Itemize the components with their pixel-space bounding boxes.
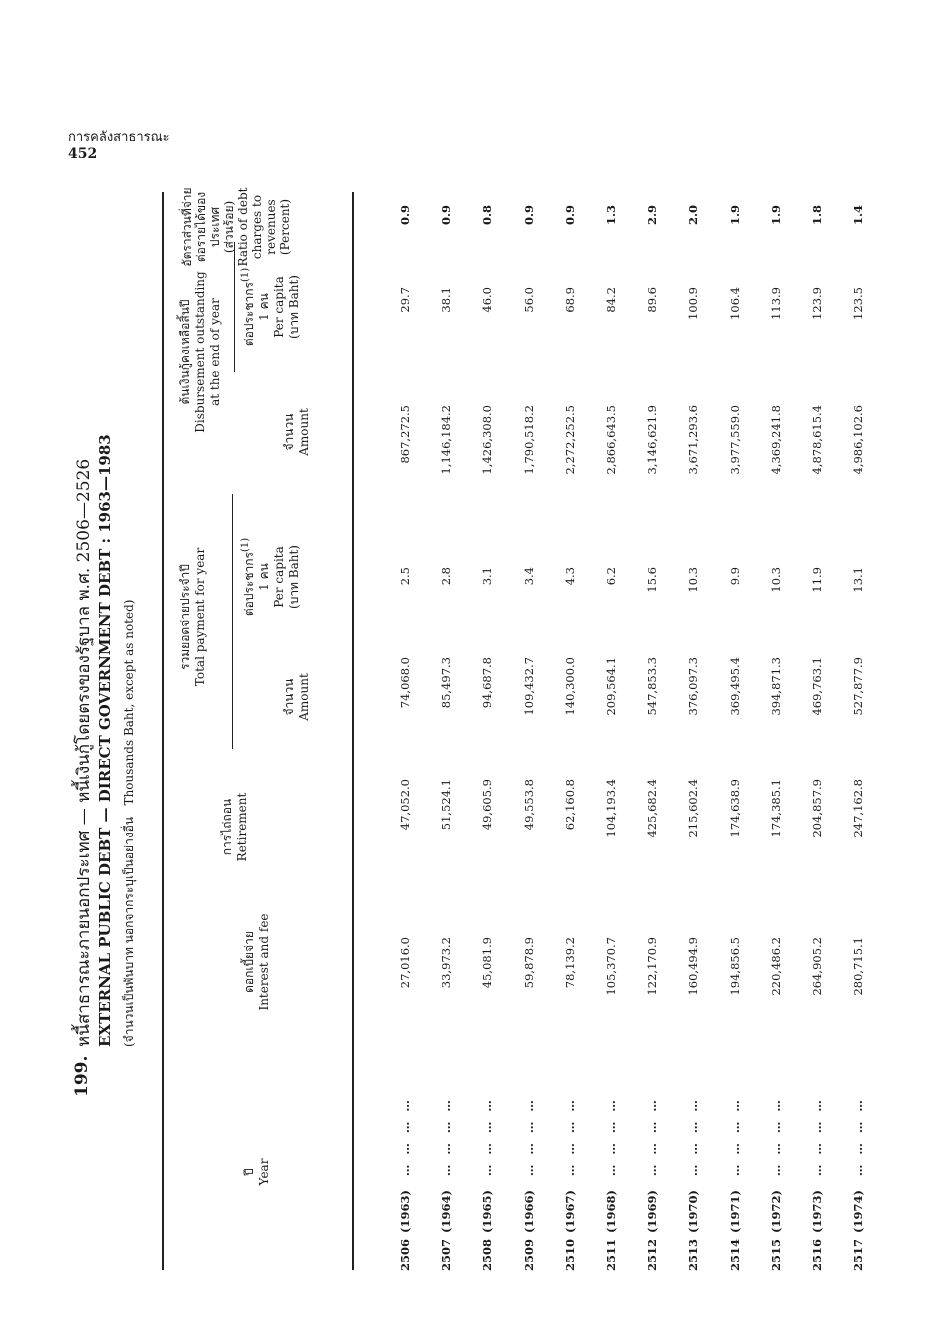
- total-per-capita-cell: 3.4: [522, 567, 536, 586]
- total-per-capita-cell: 10.3: [769, 567, 783, 593]
- disb-amount-cell: 2,866,643.5: [604, 405, 618, 475]
- interest-cell: 160,494.9: [686, 937, 700, 996]
- interest-cell: 59,878.9: [522, 937, 536, 989]
- interest-cell: 33,973.2: [439, 937, 453, 989]
- year-english: (1970): [686, 1190, 700, 1233]
- total-per-capita-cell: 6.2: [604, 567, 618, 586]
- section-title: การคลังสาธารณะ: [68, 130, 170, 145]
- header-total-amount: จำนวน Amount: [282, 673, 311, 721]
- subtitle-thai: (จำนวนเป็นพันบาท นอกจากระบุเป็นอย่างอื่น: [122, 816, 136, 1047]
- disb-per-capita-cell: 29.7: [398, 287, 412, 313]
- year-english: (1965): [480, 1190, 494, 1233]
- page-number: 452: [68, 146, 98, 162]
- disb-per-capita-cell: 123.9: [810, 287, 824, 320]
- ratio-cell: 1.9: [728, 205, 742, 226]
- year-cell: [398, 1097, 412, 1271]
- year-english: (1964): [439, 1190, 453, 1233]
- header-disb-amount: จำนวน Amount: [282, 408, 311, 456]
- total-amount-cell: 394,871.3: [769, 657, 783, 716]
- interest-cell: 194,856.5: [728, 937, 742, 996]
- year-english: (1968): [604, 1190, 618, 1233]
- ratio-cell: 1.3: [604, 205, 618, 226]
- table-number: 199.: [72, 1055, 92, 1097]
- disb-per-capita-cell: 123.5: [851, 287, 865, 320]
- header-total-per-capita: ต่อประชากร$^{(1)}$ 1 คน Per capita (บาท Baht): [240, 537, 301, 617]
- total-per-capita-cell: 11.9: [810, 567, 824, 593]
- retirement-cell: 104,193.4: [604, 779, 618, 838]
- year-english: (1971): [728, 1190, 742, 1233]
- header-bottom-rule: [352, 192, 354, 1270]
- header-year: ปี Year: [242, 1158, 271, 1186]
- header-ratio: อัตราส่วนที่จ่าย ต่อรายได้ของ ประเทศ (ส่วนร้อย) Ratio of debt charges to revenues (Percent): [180, 187, 292, 267]
- leader-dots: … … … …: [480, 1097, 494, 1177]
- total-per-capita-cell: 4.3: [563, 567, 577, 586]
- year-thai: 2517: [851, 1238, 865, 1271]
- retirement-cell: 204,857.9: [810, 779, 824, 838]
- ratio-cell: 2.0: [686, 205, 700, 226]
- total-amount-cell: 376,097.3: [686, 657, 700, 716]
- total-amount-cell: 85,497.3: [439, 657, 453, 709]
- disb-amount-cell: 867,272.5: [398, 405, 412, 464]
- ratio-cell: 1.8: [810, 205, 824, 226]
- header-disb-per-capita: ต่อประชากร$^{(1)}$ 1 คน Per capita (บาท Baht): [240, 267, 301, 347]
- disb-amount-cell: 1,426,308.0: [480, 405, 494, 475]
- header-interest: ดอกเบี้ยจ่าย Interest and fee: [242, 913, 271, 1011]
- disb-per-capita-cell: 46.0: [480, 287, 494, 313]
- ratio-cell: 0.9: [563, 205, 577, 226]
- ratio-cell: 0.9: [522, 205, 536, 226]
- ratio-cell: 0.9: [439, 205, 453, 226]
- year-english: (1974): [851, 1190, 865, 1233]
- retirement-cell: 49,553.8: [522, 779, 536, 831]
- interest-cell: 264,905.2: [810, 937, 824, 996]
- year-english: (1963): [398, 1190, 412, 1233]
- disb-amount-cell: 3,671,293.6: [686, 405, 700, 475]
- total-amount-cell: 547,853.3: [645, 657, 659, 716]
- leader-dots: … … … …: [645, 1097, 659, 1177]
- interest-cell: 122,170.9: [645, 937, 659, 996]
- leader-dots: … … … …: [810, 1097, 824, 1177]
- disb-per-capita-cell: 68.9: [563, 287, 577, 313]
- year-cell: [728, 1097, 742, 1271]
- table-title-english: EXTERNAL PUBLIC DEBT — DIRECT GOVERNMENT DEBT : 1963—1983: [96, 434, 114, 1047]
- leader-dots: … … … …: [604, 1097, 618, 1177]
- retirement-cell: 215,602.4: [686, 779, 700, 838]
- subtitle-english: Thousands Baht, except as noted): [122, 599, 136, 806]
- header-retirement: การไถ่ถอน Retirement: [220, 792, 249, 862]
- retirement-cell: 247,162.8: [851, 779, 865, 838]
- interest-cell: 105,370.7: [604, 937, 618, 996]
- total-amount-cell: 469,763.1: [810, 657, 824, 716]
- total-per-capita-cell: 3.1: [480, 567, 494, 586]
- total-amount-cell: 140,300.0: [563, 657, 577, 716]
- total-amount-cell: 109,432.7: [522, 657, 536, 716]
- year-cell: [686, 1097, 700, 1271]
- total-amount-cell: 94,687.8: [480, 657, 494, 709]
- year-thai: 2510: [563, 1238, 577, 1271]
- disb-amount-cell: 4,986,102.6: [851, 405, 865, 475]
- leader-dots: … … … …: [769, 1097, 783, 1177]
- year-cell: [769, 1097, 783, 1271]
- leader-dots: … … … …: [851, 1097, 865, 1177]
- disb-per-capita-cell: 84.2: [604, 287, 618, 313]
- retirement-cell: 62,160.8: [563, 779, 577, 831]
- year-english: (1972): [769, 1190, 783, 1233]
- header-disbursement-group: ต้นเงินกู้คงเหลือสิ้นปี Disbursement outstanding at the end of year: [178, 271, 222, 433]
- total-per-capita-cell: 10.3: [686, 567, 700, 593]
- year-thai: 2513: [686, 1238, 700, 1271]
- year-thai: 2511: [604, 1238, 618, 1271]
- table-subtitle: [120, 600, 139, 1047]
- year-english: (1966): [522, 1190, 536, 1233]
- year-thai: 2508: [480, 1238, 494, 1271]
- interest-cell: 27,016.0: [398, 937, 412, 989]
- year-english: (1967): [563, 1190, 577, 1233]
- leader-dots: … … … …: [522, 1097, 536, 1177]
- year-cell: [480, 1097, 494, 1271]
- retirement-cell: 425,682.4: [645, 779, 659, 838]
- retirement-cell: 51,524.1: [439, 779, 453, 831]
- year-cell: [810, 1097, 824, 1271]
- disb-per-capita-cell: 113.9: [769, 287, 783, 320]
- year-cell: [522, 1097, 536, 1271]
- disb-amount-cell: 3,146,621.9: [645, 405, 659, 475]
- total-per-capita-cell: 9.9: [728, 567, 742, 586]
- ratio-cell: 2.9: [645, 205, 659, 226]
- total-amount-cell: 74,068.0: [398, 657, 412, 709]
- disb-per-capita-cell: 100.9: [686, 287, 700, 320]
- disb-amount-cell: 3,977,559.0: [728, 405, 742, 475]
- year-english: (1973): [810, 1190, 824, 1233]
- interest-cell: 280,715.1: [851, 937, 865, 996]
- retirement-cell: 47,052.0: [398, 779, 412, 831]
- disb-per-capita-cell: 38.1: [439, 287, 453, 313]
- disb-per-capita-cell: 89.6: [645, 287, 659, 313]
- total-per-capita-cell: 15.6: [645, 567, 659, 593]
- year-english: (1969): [645, 1190, 659, 1233]
- total-per-capita-cell: 2.5: [398, 567, 412, 586]
- header-total-group: รวมยอดจ่ายประจำปี Total payment for year: [178, 547, 207, 687]
- interest-cell: 220,486.2: [769, 937, 783, 996]
- leader-dots: … … … …: [563, 1097, 577, 1177]
- leader-dots: … … … …: [398, 1097, 412, 1177]
- year-thai: 2515: [769, 1238, 783, 1271]
- leader-dots: … … … …: [439, 1097, 453, 1177]
- retirement-cell: 174,638.9: [728, 779, 742, 838]
- leader-dots: … … … …: [728, 1097, 742, 1177]
- year-thai: 2509: [522, 1238, 536, 1271]
- disb-amount-cell: 4,878,615.4: [810, 405, 824, 475]
- year-cell: [604, 1097, 618, 1271]
- interest-cell: 45,081.9: [480, 937, 494, 989]
- disb-per-capita-cell: 106.4: [728, 287, 742, 320]
- year-thai: 2516: [810, 1238, 824, 1271]
- year-cell: [645, 1097, 659, 1271]
- disb-amount-cell: 1,146,184.2: [439, 405, 453, 475]
- ratio-cell: 1.9: [769, 205, 783, 226]
- year-thai: 2506: [398, 1238, 412, 1271]
- disb-amount-cell: 4,369,241.8: [769, 405, 783, 475]
- disb-amount-cell: 1,790,518.2: [522, 405, 536, 475]
- total-group-rule: [232, 494, 233, 749]
- year-thai: 2514: [728, 1238, 742, 1271]
- header-top-rule: [162, 192, 164, 1270]
- year-thai: 2507: [439, 1238, 453, 1271]
- disb-amount-cell: 2,272,252.5: [563, 405, 577, 475]
- total-per-capita-cell: 2.8: [439, 567, 453, 586]
- total-amount-cell: 209,564.1: [604, 657, 618, 716]
- year-thai: 2512: [645, 1238, 659, 1271]
- total-per-capita-cell: 13.1: [851, 567, 865, 593]
- table-title-thai: หนี้สาธารณะภายนอกประเทศ — หนี้เงินกู้โดยตรงของรัฐบาล พ.ศ. 2506—2526: [74, 458, 94, 1047]
- year-cell: [439, 1097, 453, 1271]
- disb-per-capita-cell: 56.0: [522, 287, 536, 313]
- year-cell: [563, 1097, 577, 1271]
- leader-dots: … … … …: [686, 1097, 700, 1177]
- total-amount-cell: 527,877.9: [851, 657, 865, 716]
- ratio-cell: 1.4: [851, 205, 865, 226]
- retirement-cell: 49,605.9: [480, 779, 494, 831]
- ratio-cell: 0.8: [480, 205, 494, 226]
- total-amount-cell: 369,495.4: [728, 657, 742, 716]
- ratio-cell: 0.9: [398, 205, 412, 226]
- interest-cell: 78,139.2: [563, 937, 577, 989]
- year-cell: [851, 1097, 865, 1271]
- retirement-cell: 174,385.1: [769, 779, 783, 838]
